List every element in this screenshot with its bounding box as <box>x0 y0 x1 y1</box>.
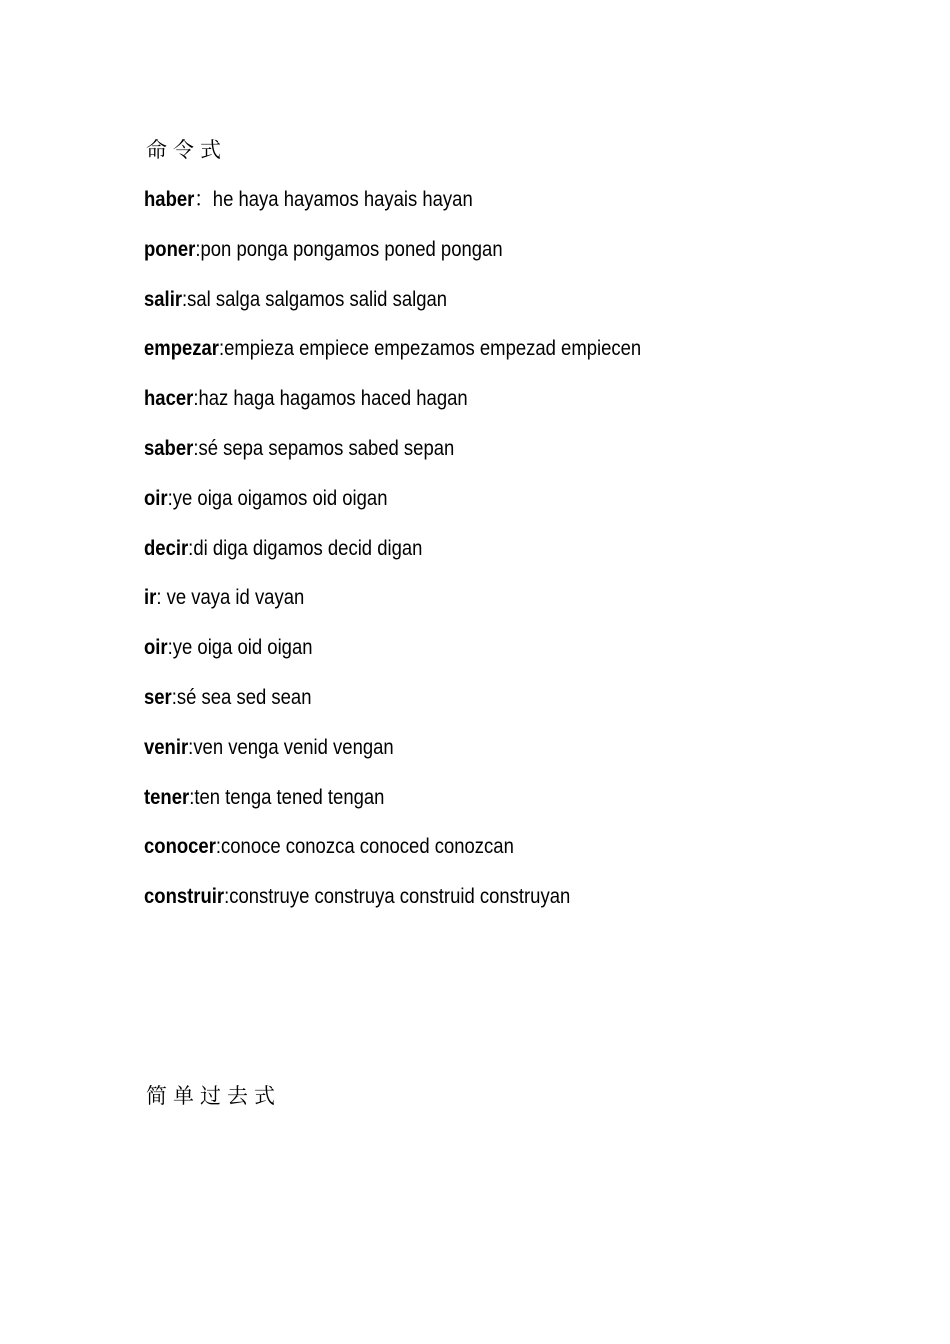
verb-infinitive: conocer <box>144 835 216 859</box>
verb-infinitive: saber <box>144 436 194 460</box>
verb-infinitive: decir <box>144 536 189 560</box>
verb-separator: : <box>156 586 167 610</box>
verb-separator: : <box>171 685 177 709</box>
verb-separator: : <box>189 785 195 809</box>
verb-forms: he haya hayamos hayais hayan <box>212 188 473 211</box>
verb-forms: sal salga salgamos salid salgan <box>187 287 448 311</box>
list-item <box>144 784 641 834</box>
verb-forms: haz haga hagamos haced hagan <box>198 387 468 411</box>
verb-separator: : <box>193 387 199 411</box>
verb-infinitive: venir <box>144 735 189 759</box>
list-item <box>144 734 641 784</box>
verb-infinitive: salir <box>144 287 183 311</box>
verb-forms: empieza empiece empezamos empezad empiecen <box>224 337 642 361</box>
verb-forms: ten tenga tened tengan <box>194 785 385 809</box>
verb-separator: : <box>182 287 188 311</box>
verb-separator: : <box>167 486 173 510</box>
verb-infinitive: ir <box>144 586 157 610</box>
verb-separator: : <box>215 835 222 859</box>
list-item <box>144 684 641 734</box>
list-item <box>144 286 641 336</box>
section-heading-preterite: 简单过去式 <box>146 1084 281 1108</box>
verb-separator: : <box>218 337 225 361</box>
verb-forms: construye construya construid construyan <box>229 885 571 909</box>
list-item <box>144 435 641 485</box>
verb-forms: ven venga venid vengan <box>193 735 394 759</box>
verb-infinitive: oir <box>144 486 168 510</box>
verb-infinitive: hacer <box>144 387 194 411</box>
verb-separator: : <box>188 536 194 560</box>
section-heading-imperative: 命令式 <box>146 138 227 162</box>
verb-infinitive: haber <box>144 188 195 211</box>
list-item <box>144 535 641 585</box>
verb-separator: ： <box>194 188 213 211</box>
verb-forms: sé sepa sepamos sabed sepan <box>198 436 455 460</box>
list-item <box>144 584 641 634</box>
verb-forms: ye oiga oigamos oid oigan <box>172 486 388 510</box>
list-item <box>144 833 641 883</box>
verb-forms: pon ponga pongamos poned pongan <box>200 237 503 261</box>
verb-infinitive: construir <box>144 885 225 909</box>
verb-forms: di diga digamos decid digan <box>193 536 423 560</box>
verb-infinitive: empezar <box>144 337 219 361</box>
verb-infinitive: tener <box>144 785 190 809</box>
list-item <box>144 236 641 286</box>
verb-infinitive: oir <box>144 636 168 660</box>
verb-separator: : <box>195 237 201 261</box>
verb-forms: conoce conozca conoced conozcan <box>221 835 514 859</box>
verb-infinitive: ser <box>144 685 172 709</box>
verb-separator: : <box>224 885 230 909</box>
list-item <box>144 634 641 684</box>
verb-infinitive: poner <box>144 237 196 261</box>
list-item <box>144 335 641 385</box>
verb-separator: : <box>167 636 173 660</box>
verb-separator: : <box>188 735 194 759</box>
verb-separator: : <box>193 436 199 460</box>
list-item <box>144 883 641 933</box>
imperative-conjugation-list <box>144 186 709 933</box>
verb-forms: ve vaya id vayan <box>166 586 305 610</box>
list-item <box>144 485 641 535</box>
list-item <box>144 385 641 435</box>
list-item <box>144 186 641 236</box>
verb-forms: sé sea sed sean <box>176 685 312 709</box>
verb-forms: ye oiga oid oigan <box>172 636 313 660</box>
